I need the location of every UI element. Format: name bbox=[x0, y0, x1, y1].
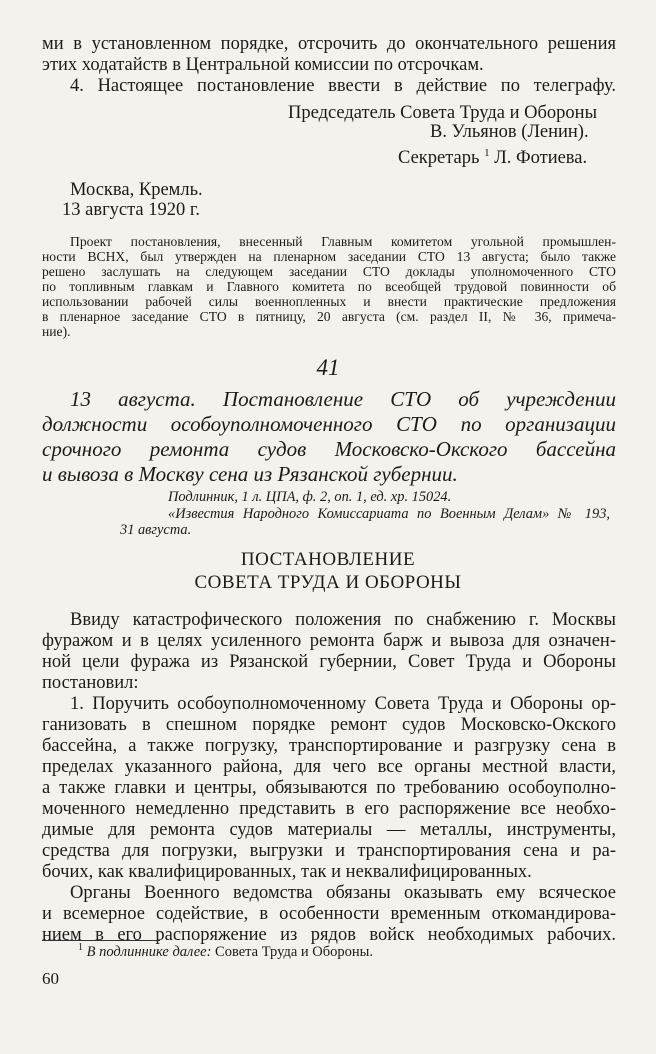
body-line: бассейна, а также погрузку, транспортирование и разгрузку сена в bbox=[42, 736, 616, 756]
heading-line: должности особоуполномоченного СТО по организации bbox=[42, 412, 616, 436]
heading-line: срочного ремонта судов Московско-Окского бассейна bbox=[42, 437, 616, 461]
body-line: ной цели фуража из Рязанской губернии, Совет Труда и Обороны bbox=[42, 652, 616, 672]
date: 13 августа 1920 г. bbox=[62, 200, 201, 220]
body-line: средства для погрузки, выгрузки и транспортирования сена и ра- bbox=[42, 841, 616, 861]
body-line: а также главки и центры, обязываются по требованию особоуполно- bbox=[42, 778, 616, 798]
note-line: Проект постановления, внесенный Главным комитетом угольной промышлен- bbox=[70, 234, 616, 249]
body-line: пределах указанного района, для чего все органы местной власти, bbox=[42, 757, 616, 777]
note-line: в пленарное заседание СТО в пятницу, 20 августа (см. раздел II, № 36, примеча- bbox=[42, 309, 616, 324]
item-4: 4. Настоящее постановление ввести в действие по телеграфу. bbox=[70, 76, 616, 96]
body-line: Ввиду катастрофического положения по снабжению г. Москвы bbox=[70, 610, 616, 630]
secretary-name: Л. Фотиева. bbox=[494, 148, 588, 168]
body-line: постановил: bbox=[42, 673, 139, 693]
source-line: «Известия Народного Комиссариата по Военным Делам» № 193, bbox=[168, 506, 610, 522]
body-line: Органы Военного ведомства обязаны оказывать ему всяческое bbox=[70, 883, 616, 903]
source-line: Подлинник, 1 л. ЦПА, ф. 2, оп. 1, ед. хр. 15024. bbox=[168, 489, 452, 505]
body-line: фуражом и в целях усиленного ремонта барж и вывоза для означен- bbox=[42, 631, 616, 651]
heading-line: и вывоза в Москву сена из Рязанской губернии. bbox=[42, 462, 458, 486]
chair-name: В. Ульянов (Ленин). bbox=[430, 122, 589, 142]
source-line: 31 августа. bbox=[120, 522, 192, 538]
body-line: нием в его распоряжение из рядов войск необходимых рабочих. bbox=[42, 925, 616, 945]
chair-title: Председатель Совета Труда и Обороны bbox=[288, 103, 598, 123]
footnote-reference: 1 bbox=[484, 146, 490, 159]
note-line: решено заслушать на следующем заседании СТО доклады уполномоченного СТО bbox=[42, 264, 616, 279]
note-line: по топливным главкам и Главного комитета по всеобщей трудовой повинности об bbox=[42, 279, 616, 294]
footnote-italic: В подлиннике далее: bbox=[86, 944, 212, 960]
footnote-divider bbox=[42, 940, 160, 941]
body-line: моченного немедленно представить в его распоряжение все необхо- bbox=[42, 799, 616, 819]
heading-line: 13 августа. Постановление СТО об учреждении bbox=[70, 387, 616, 411]
body-line: 1. Поручить особоуполномоченному Совета Труда и Обороны ор- bbox=[70, 694, 616, 714]
footnote-text: Совета Труда и Обороны. bbox=[215, 944, 373, 960]
note-line: ние). bbox=[42, 324, 71, 339]
body-line: ганизовать в спешном порядке ремонт судов Московско-Окского bbox=[42, 715, 616, 735]
footnote bbox=[78, 944, 618, 961]
document-title: ПОСТАНОВЛЕНИЕ bbox=[240, 549, 416, 570]
secretary-line bbox=[398, 148, 618, 169]
body-line: бочих, как квалифицированных, так и неквалифицированных. bbox=[42, 862, 532, 882]
footnote-mark: 1 bbox=[78, 942, 83, 954]
body-line: димые для ремонта судов материалы — металлы, инструменты, bbox=[42, 820, 616, 840]
note-line: использовании рабочей силы военнопленных и внести практические предложения bbox=[42, 294, 616, 309]
note-line: ности ВСНХ, был утвержден на пленарном заседании СТО 13 августа; было также bbox=[42, 249, 616, 264]
document-title: СОВЕТА ТРУДА И ОБОРОНЫ bbox=[194, 572, 462, 593]
body-line: и всемерное содействие, в особенности временным откомандирова- bbox=[42, 904, 616, 924]
secretary-label: Секретарь bbox=[398, 148, 480, 168]
text-line: этих ходатайств в Центральной комиссии по отсрочкам. bbox=[42, 55, 484, 75]
document-number: 41 bbox=[316, 355, 340, 380]
place: Москва, Кремль. bbox=[70, 180, 203, 200]
page-number: 60 bbox=[42, 969, 59, 988]
text-line: ми в установленном порядке, отсрочить до окончательного решения bbox=[42, 34, 616, 54]
